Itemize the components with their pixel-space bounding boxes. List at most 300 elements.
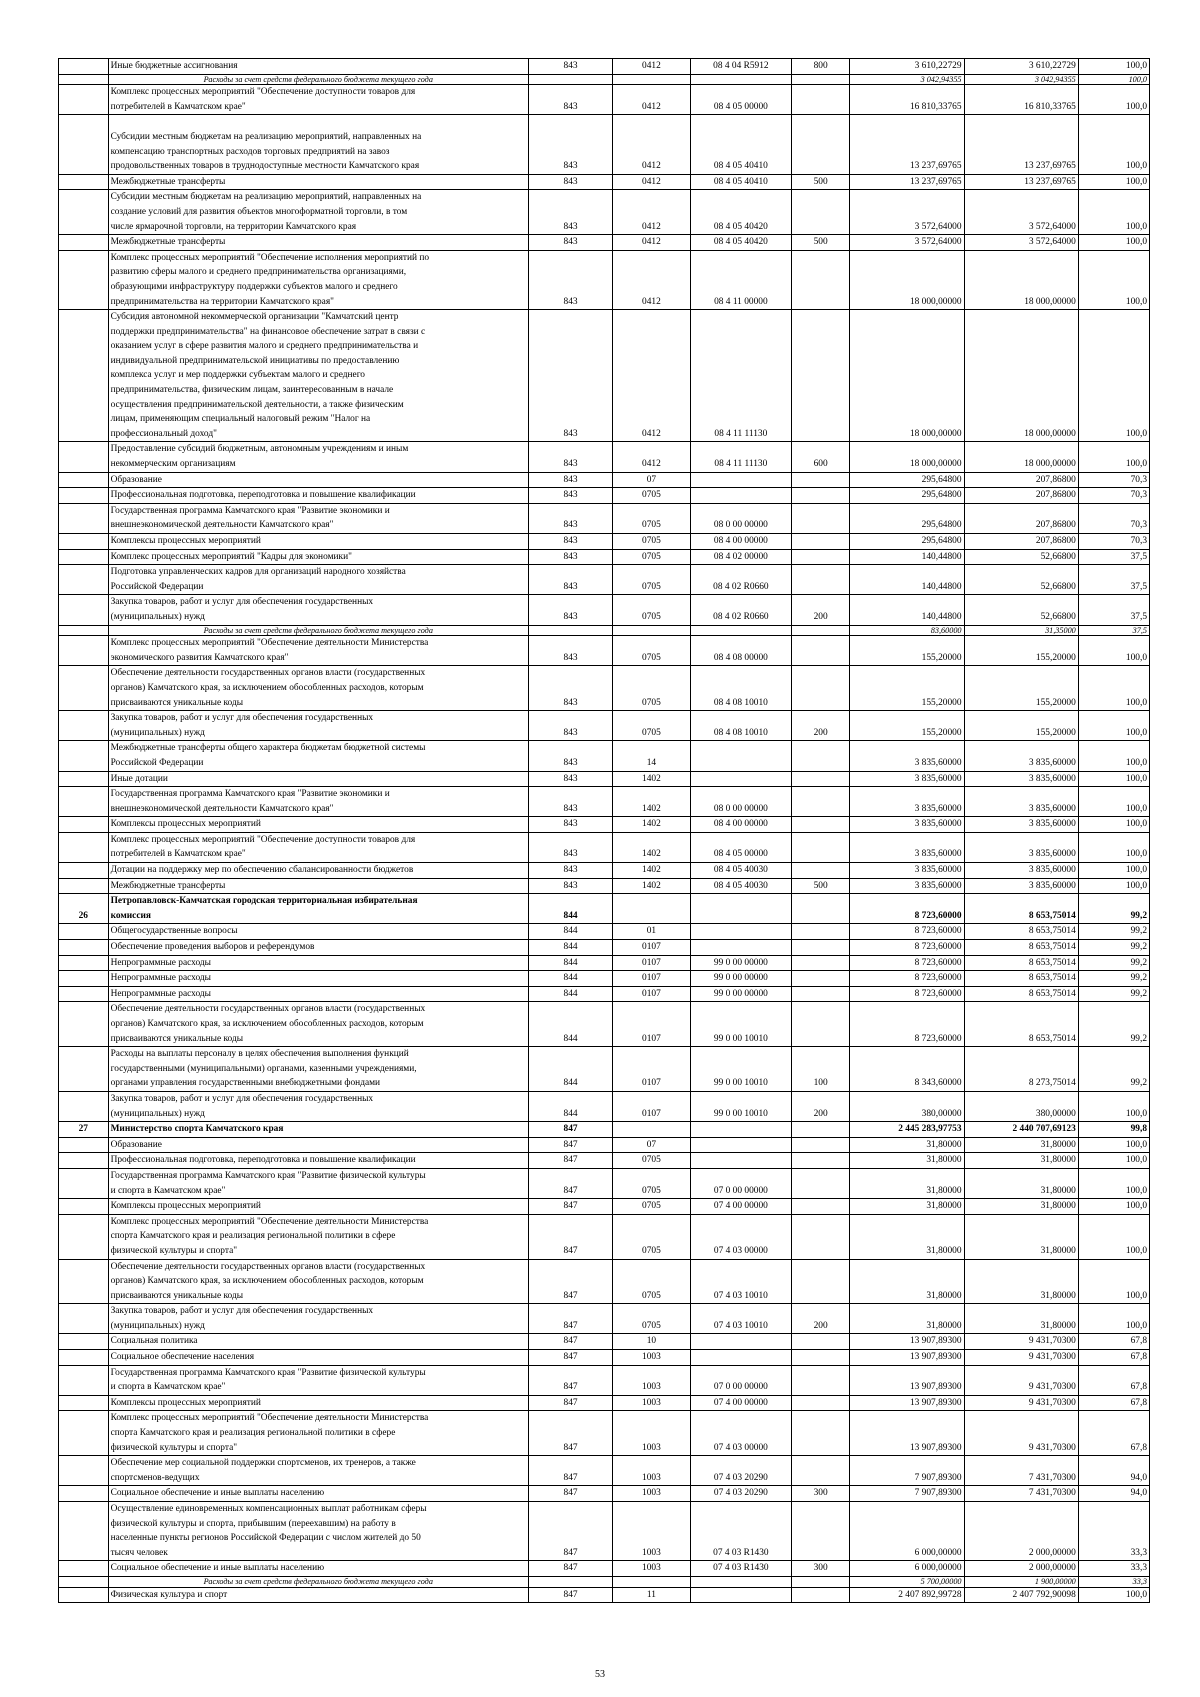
department-code-cell: 843 [529,595,613,625]
department-code-cell: 847 [529,1199,613,1215]
percent-cell: 100,0 [1078,832,1149,862]
federal-budget-row [59,74,1150,85]
item-name-cell: Непрограммные расходы [108,971,528,987]
item-name-cell: Социальная политика [108,1334,528,1350]
executed-amount-cell: 9 431,70300 [964,1350,1078,1366]
section-code-cell: 1003 [613,1350,691,1366]
department-code-cell [529,74,613,85]
target-article-cell: 08 4 11 00000 [690,250,791,309]
section-code-cell [613,1122,691,1138]
row-number-cell [59,1137,109,1153]
target-article-cell: 07 4 03 10010 [690,1259,791,1304]
expense-type-cell: 300 [792,1486,850,1502]
section-code-cell: 0107 [613,955,691,971]
executed-amount-cell: 31,80000 [964,1168,1078,1198]
table-row [59,1137,1150,1153]
percent-cell: 100,0 [1078,1304,1149,1334]
percent-cell: 70,3 [1078,488,1149,504]
percent-cell: 100,0 [1078,59,1149,75]
table-row [59,1091,1150,1121]
executed-amount-cell: 8 653,75014 [964,940,1078,956]
table-row [59,940,1150,956]
percent-cell: 67,8 [1078,1365,1149,1395]
item-name-cell: Комплекс процессных мероприятий "Обеспечение исполнения мероприятий по развитию сферы малого и среднего предпринимательства организациями, образующими инфраструктуру поддержки субъектов малого и среднего предпринимательства на территории Камчатского края" [108,250,528,309]
table-row [59,787,1150,817]
percent-cell: 99,2 [1078,986,1149,1002]
expense-type-cell: 200 [792,1304,850,1334]
item-name-cell: Обеспечение деятельности государственных органов власти (государственных органов) Камчатского края, за исключением обособленных расходов, которым присваиваются уникальные коды [108,666,528,711]
percent-cell: 100,0 [1078,1259,1149,1304]
expense-type-cell [792,190,850,235]
executed-amount-cell: 3 835,60000 [964,817,1078,833]
percent-cell: 100,0 [1078,771,1149,787]
row-number-cell [59,955,109,971]
planned-amount-cell: 155,20000 [850,711,964,741]
item-name-cell: Государственная программа Камчатского края "Развитие физической культуры и спорта в Камчатском крае" [108,1168,528,1198]
percent-cell: 100,0 [1078,310,1149,442]
planned-amount-cell: 13 907,89300 [850,1334,964,1350]
percent-cell: 99,2 [1078,1002,1149,1047]
target-article-cell: 08 4 08 10010 [690,711,791,741]
executed-amount-cell: 155,20000 [964,636,1078,666]
expense-type-cell [792,1334,850,1350]
planned-amount-cell: 3 835,60000 [850,878,964,894]
executed-amount-cell: 1 900,00000 [964,1576,1078,1587]
table-row [59,235,1150,251]
percent-cell: 37,5 [1078,549,1149,565]
percent-cell: 37,5 [1078,625,1149,636]
department-code-cell: 847 [529,1304,613,1334]
executed-amount-cell: 9 431,70300 [964,1395,1078,1411]
target-article-cell: 99 0 00 00000 [690,971,791,987]
expense-type-cell [792,625,850,636]
department-code-cell: 847 [529,1334,613,1350]
expense-type-cell [792,986,850,1002]
department-code-cell: 843 [529,503,613,533]
planned-amount-cell: 295,64800 [850,503,964,533]
expense-type-cell [792,1350,850,1366]
item-name-cell: Закупка товаров, работ и услуг для обеспечения государственных (муниципальных) нужд [108,1304,528,1334]
executed-amount-cell: 155,20000 [964,711,1078,741]
department-code-cell: 843 [529,863,613,879]
target-article-cell: 08 4 05 40030 [690,863,791,879]
row-number-cell [59,534,109,550]
row-number-cell [59,59,109,75]
percent-cell: 70,3 [1078,472,1149,488]
department-code-cell [529,1576,613,1587]
department-code-cell: 844 [529,971,613,987]
section-code-cell: 0107 [613,986,691,1002]
item-name-cell: Социальное обеспечение населения [108,1350,528,1366]
department-code-cell: 843 [529,636,613,666]
section-code-cell: 0705 [613,503,691,533]
target-article-cell [690,1122,791,1138]
row-number-cell: 27 [59,1122,109,1138]
planned-amount-cell: 3 835,60000 [850,863,964,879]
planned-amount-cell: 8 723,60000 [850,971,964,987]
department-code-cell: 843 [529,741,613,771]
row-number-cell [59,1334,109,1350]
target-article-cell: 07 4 03 20290 [690,1456,791,1486]
expense-type-cell [792,771,850,787]
table-row [59,817,1150,833]
target-article-cell: 07 4 03 10010 [690,1304,791,1334]
expense-type-cell [792,741,850,771]
item-name-cell: Государственная программа Камчатского края "Развитие физической культуры и спорта в Камчатском крае" [108,1365,528,1395]
table-row [59,1395,1150,1411]
federal-budget-row [59,625,1150,636]
target-article-cell: 99 0 00 00000 [690,986,791,1002]
executed-amount-cell: 18 000,00000 [964,310,1078,442]
row-number-cell [59,741,109,771]
department-code-cell: 843 [529,565,613,595]
table-row [59,534,1150,550]
row-number-cell [59,595,109,625]
section-code-cell: 1003 [613,1365,691,1395]
planned-amount-cell: 8 723,60000 [850,924,964,940]
section-code-cell: 0412 [613,115,691,174]
target-article-cell: 08 0 00 00000 [690,787,791,817]
target-article-cell: 99 0 00 10010 [690,1002,791,1047]
department-code-cell: 844 [529,1047,613,1092]
executed-amount-cell: 207,86800 [964,503,1078,533]
section-code-cell: 1402 [613,787,691,817]
executed-amount-cell: 3 610,22729 [964,59,1078,75]
expense-type-cell [792,971,850,987]
row-number-cell [59,1168,109,1198]
table-row [59,442,1150,472]
executed-amount-cell: 31,80000 [964,1153,1078,1169]
department-code-cell: 847 [529,1395,613,1411]
row-number-cell [59,986,109,1002]
item-name-cell: Межбюджетные трансферты общего характера бюджетам бюджетной системы Российской Федерации [108,741,528,771]
section-code-cell: 0705 [613,565,691,595]
target-article-cell: 07 4 03 00000 [690,1214,791,1259]
percent-cell: 70,3 [1078,534,1149,550]
executed-amount-cell: 207,86800 [964,534,1078,550]
planned-amount-cell: 8 723,60000 [850,894,964,924]
target-article-cell [690,924,791,940]
planned-amount-cell: 8 723,60000 [850,955,964,971]
item-name-cell: Государственная программа Камчатского края "Развитие экономики и внешнеэкономической деятельности Камчатского края" [108,787,528,817]
table-row [59,1047,1150,1092]
planned-amount-cell: 13 907,89300 [850,1365,964,1395]
table-row [59,1350,1150,1366]
target-article-cell [690,625,791,636]
department-code-cell: 843 [529,59,613,75]
percent-cell: 33,3 [1078,1561,1149,1577]
item-name-cell: Закупка товаров, работ и услуг для обеспечения государственных (муниципальных) нужд [108,1091,528,1121]
department-code-cell: 847 [529,1122,613,1138]
executed-amount-cell: 8 653,75014 [964,971,1078,987]
percent-cell: 100,0 [1078,442,1149,472]
executed-amount-cell: 2 000,00000 [964,1502,1078,1561]
department-code-cell: 843 [529,666,613,711]
target-article-cell: 07 4 03 R1430 [690,1502,791,1561]
percent-cell: 99,2 [1078,955,1149,971]
percent-cell: 100,0 [1078,1137,1149,1153]
section-code-cell: 0705 [613,1168,691,1198]
expense-type-cell [792,74,850,85]
department-code-cell: 844 [529,1091,613,1121]
expense-type-cell [792,894,850,924]
item-name-cell: Иные дотации [108,771,528,787]
row-number-cell [59,74,109,85]
executed-amount-cell: 8 653,75014 [964,955,1078,971]
expense-type-cell: 200 [792,1091,850,1121]
row-number-cell [59,636,109,666]
planned-amount-cell: 83,60000 [850,625,964,636]
section-code-cell: 1003 [613,1456,691,1486]
expense-type-cell [792,817,850,833]
table-row [59,971,1150,987]
executed-amount-cell: 9 431,70300 [964,1411,1078,1456]
percent-cell: 100,0 [1078,666,1149,711]
table-row [59,636,1150,666]
expense-type-cell [792,1456,850,1486]
percent-cell: 100,0 [1078,636,1149,666]
item-name-cell: Иные бюджетные ассигнования [108,59,528,75]
table-row [59,310,1150,442]
planned-amount-cell: 8 343,60000 [850,1047,964,1092]
row-number-cell [59,1502,109,1561]
item-name-cell: Расходы за счет средств федерального бюджета текущего года [108,74,528,85]
planned-amount-cell: 5 700,00000 [850,1576,964,1587]
executed-amount-cell: 7 431,70300 [964,1456,1078,1486]
planned-amount-cell: 3 572,64000 [850,190,964,235]
item-name-cell: Комплекс процессных мероприятий "Обеспечение доступности товаров для потребителей в Камчатском крае" [108,832,528,862]
expense-type-cell [792,1214,850,1259]
section-code-cell [613,74,691,85]
expense-type-cell [792,115,850,174]
target-article-cell: 08 4 05 00000 [690,832,791,862]
row-number-cell [59,115,109,174]
department-code-cell: 847 [529,1214,613,1259]
department-code-cell: 843 [529,115,613,174]
executed-amount-cell: 3 835,60000 [964,863,1078,879]
department-code-cell: 844 [529,955,613,971]
department-code-cell: 847 [529,1561,613,1577]
target-article-cell [690,1350,791,1366]
planned-amount-cell: 3 835,60000 [850,832,964,862]
planned-amount-cell: 31,80000 [850,1259,964,1304]
percent-cell: 100,0 [1078,190,1149,235]
percent-cell: 100,0 [1078,85,1149,115]
section-code-cell: 07 [613,1137,691,1153]
percent-cell: 67,8 [1078,1350,1149,1366]
item-name-cell: Непрограммные расходы [108,955,528,971]
item-name-cell: Дотации на поддержку мер по обеспечению сбалансированности бюджетов [108,863,528,879]
section-code-cell: 0107 [613,971,691,987]
item-name-cell: Расходы за счет средств федерального бюджета текущего года [108,625,528,636]
target-article-cell: 08 4 05 40030 [690,878,791,894]
section-code-cell: 0412 [613,174,691,190]
percent-cell: 100,0 [1078,741,1149,771]
executed-amount-cell: 18 000,00000 [964,250,1078,309]
expense-type-cell: 100 [792,1047,850,1092]
budget-table [58,58,1150,1603]
percent-cell: 100,0 [1078,1214,1149,1259]
row-number-cell [59,1002,109,1047]
expense-type-cell [792,503,850,533]
department-code-cell: 843 [529,817,613,833]
table-row [59,1411,1150,1456]
planned-amount-cell: 3 835,60000 [850,787,964,817]
expense-type-cell [792,832,850,862]
department-code-cell: 843 [529,832,613,862]
executed-amount-cell: 155,20000 [964,666,1078,711]
percent-cell: 100,0 [1078,74,1149,85]
table-row [59,1259,1150,1304]
percent-cell: 99,2 [1078,940,1149,956]
row-number-cell [59,863,109,879]
target-article-cell [690,894,791,924]
target-article-cell [690,741,791,771]
department-code-cell: 844 [529,986,613,1002]
planned-amount-cell: 18 000,00000 [850,310,964,442]
percent-cell: 100,0 [1078,1199,1149,1215]
expense-type-cell: 200 [792,711,850,741]
table-row [59,59,1150,75]
section-code-cell: 0705 [613,595,691,625]
section-code-cell: 1003 [613,1486,691,1502]
section-code-cell: 0705 [613,1259,691,1304]
planned-amount-cell: 18 000,00000 [850,442,964,472]
item-name-cell: Межбюджетные трансферты [108,174,528,190]
item-name-cell: Профессиональная подготовка, переподготовка и повышение квалификации [108,1153,528,1169]
item-name-cell: Профессиональная подготовка, переподготовка и повышение квалификации [108,488,528,504]
row-number-cell [59,549,109,565]
section-code-cell: 1402 [613,771,691,787]
item-name-cell: Осуществление единовременных компенсационных выплат работникам сферы физической культуры и спорта, прибывшим (переехавшим) на работу в населенные пункты регионов Российской Федерации с числом жителей до 50 тысяч человек [108,1502,528,1561]
item-name-cell: Расходы за счет средств федерального бюджета текущего года [108,1576,528,1587]
section-code-cell: 0705 [613,666,691,711]
department-code-cell [529,625,613,636]
table-row [59,1214,1150,1259]
department-code-cell: 843 [529,310,613,442]
executed-amount-cell: 8 653,75014 [964,894,1078,924]
planned-amount-cell: 2 407 892,99728 [850,1587,964,1603]
item-name-cell: Субсидия автономной некоммерческой организации "Камчатский центр поддержки предпринимательства" на финансовое обеспечение затрат в связи с оказанием услуг в сфере развития малого и среднего предпринимательства и индивидуальной предпринимательской инициативы по предоставлению комплекса услуг и мер поддержки субъектам малого и среднего предпринимательства, физическим лицам, заинтересованным в начале осуществления предпринимательской деятельности, а также физическим лицам, применяющим специальный налоговый режим "Налог на профессиональный доход" [108,310,528,442]
planned-amount-cell: 155,20000 [850,666,964,711]
planned-amount-cell: 295,64800 [850,472,964,488]
percent-cell: 33,3 [1078,1502,1149,1561]
expense-type-cell [792,1168,850,1198]
item-name-cell: Комплексы процессных мероприятий [108,534,528,550]
expense-type-cell [792,1122,850,1138]
item-name-cell: Субсидии местным бюджетам на реализацию мероприятий, направленных на создание условий для развития объектов многоформатной торговли, в том числе ярмарочной торговли, на территории Камчатского края [108,190,528,235]
item-name-cell: Обеспечение деятельности государственных органов власти (государственных органов) Камчатского края, за исключением обособленных расходов, которым присваиваются уникальные коды [108,1002,528,1047]
item-name-cell: Общегосударственные вопросы [108,924,528,940]
planned-amount-cell: 295,64800 [850,534,964,550]
planned-amount-cell: 3 835,60000 [850,817,964,833]
percent-cell: 100,0 [1078,115,1149,174]
executed-amount-cell: 3 572,64000 [964,235,1078,251]
row-number-cell [59,1259,109,1304]
target-article-cell: 08 4 00 00000 [690,817,791,833]
row-number-cell [59,1411,109,1456]
section-code-cell: 0705 [613,1214,691,1259]
expense-type-cell [792,250,850,309]
target-article-cell: 99 0 00 10010 [690,1047,791,1092]
planned-amount-cell: 18 000,00000 [850,250,964,309]
row-number-cell [59,472,109,488]
executed-amount-cell: 31,80000 [964,1304,1078,1334]
department-code-cell: 843 [529,878,613,894]
department-code-cell: 843 [529,442,613,472]
percent-cell: 100,0 [1078,1587,1149,1603]
section-code-cell: 0412 [613,190,691,235]
expense-type-cell [792,1002,850,1047]
row-number-cell [59,817,109,833]
expense-type-cell [792,955,850,971]
target-article-cell: 07 4 03 00000 [690,1411,791,1456]
percent-cell: 100,0 [1078,250,1149,309]
row-number-cell [59,442,109,472]
planned-amount-cell: 7 907,89300 [850,1486,964,1502]
target-article-cell: 08 4 02 R0660 [690,565,791,595]
percent-cell: 100,0 [1078,863,1149,879]
row-number-cell [59,1576,109,1587]
section-code-cell: 0705 [613,636,691,666]
section-code-cell: 0705 [613,534,691,550]
item-name-cell: Обеспечение деятельности государственных органов власти (государственных органов) Камчатского края, за исключением обособленных расходов, которым присваиваются уникальные коды [108,1259,528,1304]
expense-type-cell [792,940,850,956]
department-code-cell: 843 [529,174,613,190]
target-article-cell: 08 4 05 00000 [690,85,791,115]
item-name-cell: Министерство спорта Камчатского края [108,1122,528,1138]
target-article-cell: 07 4 00 00000 [690,1199,791,1215]
executed-amount-cell: 3 572,64000 [964,190,1078,235]
item-name-cell: Подготовка управленческих кадров для организаций народного хозяйства Российской Федерации [108,565,528,595]
expense-type-cell: 500 [792,878,850,894]
target-article-cell: 07 0 00 00000 [690,1365,791,1395]
row-number-cell [59,1486,109,1502]
executed-amount-cell: 18 000,00000 [964,442,1078,472]
percent-cell: 94,0 [1078,1486,1149,1502]
percent-cell: 67,8 [1078,1411,1149,1456]
department-code-cell: 847 [529,1350,613,1366]
expense-type-cell: 300 [792,1561,850,1577]
target-article-cell [690,488,791,504]
department-code-cell: 844 [529,924,613,940]
planned-amount-cell: 8 723,60000 [850,940,964,956]
section-code-cell: 1402 [613,878,691,894]
planned-amount-cell: 31,80000 [850,1214,964,1259]
table-row [59,85,1150,115]
expense-type-cell [792,1502,850,1561]
table-row [59,832,1150,862]
executed-amount-cell: 8 653,75014 [964,986,1078,1002]
percent-cell: 33,3 [1078,1576,1149,1587]
target-article-cell: 08 4 11 11130 [690,310,791,442]
table-row [59,863,1150,879]
executed-amount-cell: 31,80000 [964,1259,1078,1304]
executed-amount-cell: 3 835,60000 [964,771,1078,787]
item-name-cell: Социальное обеспечение и иные выплаты населению [108,1486,528,1502]
section-code-cell: 1402 [613,832,691,862]
row-number-cell [59,1456,109,1486]
department-code-cell: 843 [529,787,613,817]
table-row [59,1456,1150,1486]
section-code-cell: 0705 [613,1199,691,1215]
executed-amount-cell: 13 237,69765 [964,115,1078,174]
target-article-cell: 08 4 05 40410 [690,115,791,174]
planned-amount-cell: 3 572,64000 [850,235,964,251]
target-article-cell [690,74,791,85]
table-row [59,1587,1150,1603]
target-article-cell [690,940,791,956]
